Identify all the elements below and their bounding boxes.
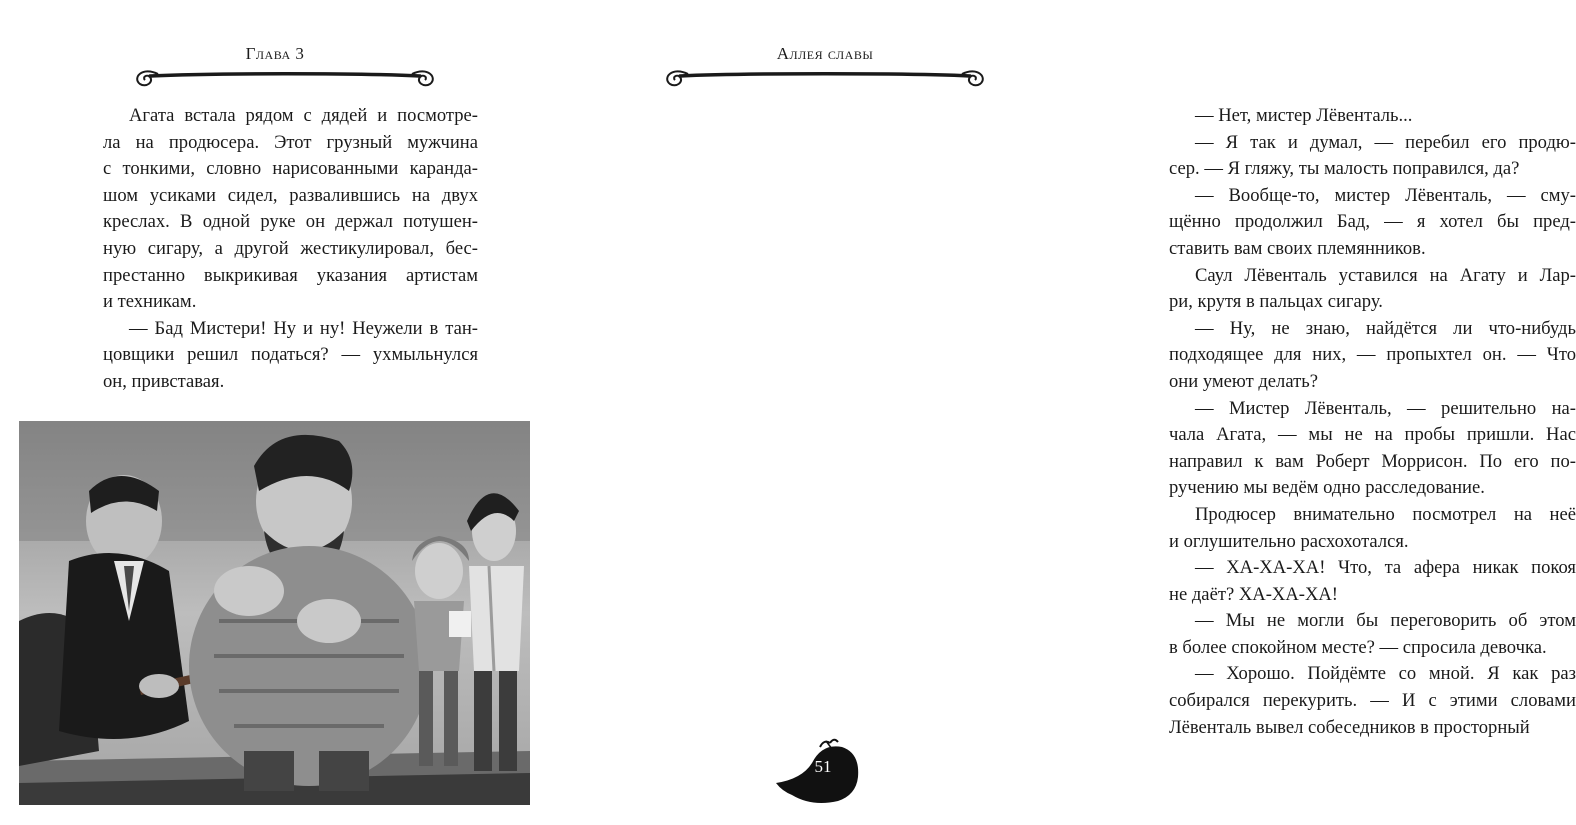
text-line: он, привставая. — [103, 370, 225, 392]
text-line: шом усиками сидел, развалившись на двух — [103, 184, 478, 206]
text-line: цовщики решил податься? — ухмыльнулся — [103, 344, 478, 366]
text-line: Агата встала рядом с дядей и посмотре- — [129, 105, 478, 126]
text-line: не даёт? ХА-ХА-ХА! — [1169, 583, 1338, 605]
text-line: ла на продюсера. Этот грузный мужчина — [103, 131, 478, 153]
text-line: они умеют делать? — [1169, 370, 1318, 392]
text-line: — Вообще-то, мистер Лёвенталь, — сму- — [1195, 184, 1576, 206]
paragraph — [1169, 608, 1576, 661]
ornament-divider-icon — [130, 64, 440, 90]
text-line: и техникам. — [103, 291, 197, 313]
text-line: Продюсер внимательно посмотрел на неё — [1195, 503, 1576, 525]
text-line: ставить вам своих племянников. — [1169, 237, 1426, 259]
text-line: креслах. В одной руке он держал потушен- — [103, 211, 478, 233]
text-line: сер. — Я гляжу, ты малость поправился, да? — [1169, 158, 1520, 180]
paragraph — [103, 103, 478, 316]
paragraph — [1169, 103, 1576, 130]
text-line: направил к вам Роберт Моррисон. По его по- — [1169, 450, 1576, 472]
paragraph — [1169, 502, 1576, 555]
paragraph — [1169, 183, 1576, 263]
paragraph — [103, 316, 478, 396]
text-line: — Хорошо. Пойдёмте со мной. Я как раз — [1195, 663, 1576, 685]
text-line: — ХА-ХА-ХА! Что, та афера никак покоя — [1195, 557, 1576, 579]
running-head-chapter: Глава 3 — [245, 44, 305, 63]
text-line: — Мы не могли бы переговорить об этом — [1195, 610, 1576, 632]
text-line: — Ну, не знаю, найдётся ли что-нибудь — [1195, 317, 1576, 339]
text-line: Саул Лёвенталь уставился на Агату и Лар- — [1195, 264, 1576, 286]
text-line: с тонкими, словно нарисованными каранда- — [103, 158, 478, 180]
illustration-image — [19, 421, 530, 805]
text-line: — Мистер Лёвенталь, — решительно на- — [1195, 397, 1576, 419]
left-text-block — [103, 103, 478, 396]
text-line: и оглушительно расхохотался. — [1169, 530, 1409, 552]
paragraph — [1169, 661, 1576, 741]
paragraph — [1169, 555, 1576, 608]
paragraph — [1169, 263, 1576, 316]
right-page — [550, 0, 1576, 825]
text-line: чала Агата, — мы не на пробы пришли. Нас — [1169, 424, 1576, 446]
left-page — [0, 0, 550, 825]
text-line: подходящее для них, — пропыхтел он. — Что — [1169, 344, 1576, 366]
text-line: собирался перекурить. — И с этими словами — [1169, 690, 1576, 712]
paragraph — [1169, 316, 1576, 396]
right-text-block — [1169, 103, 1576, 741]
paragraph — [1169, 396, 1576, 502]
text-line: — Бад Мистери! Ну и ну! Неужели в тан- — [129, 317, 478, 339]
text-line: ри, крутя в пальцах сигару. — [1169, 291, 1383, 313]
text-line: — Я так и думал, — перебил его продю- — [1195, 131, 1576, 153]
text-line: — Нет, мистер Лёвенталь... — [1195, 105, 1413, 126]
ornament-divider-icon — [660, 64, 990, 90]
paragraph — [1169, 130, 1576, 183]
text-line: ручению мы ведём одно расследование. — [1169, 477, 1485, 499]
text-line: Лёвенталь вывел собеседников в просторный — [1169, 716, 1530, 738]
running-head-title: Аллея славы — [776, 44, 874, 63]
text-line: ную сигару, а другой жестикулировал, бес- — [103, 237, 478, 259]
text-line: в более спокойном месте? — спросила девочка. — [1169, 636, 1547, 658]
text-line: престанно выкрикивая указания артистам — [103, 264, 478, 286]
text-line: щённо продолжил Бад, — я хотел бы пред- — [1169, 211, 1576, 233]
page-number: 51 — [814, 757, 832, 776]
